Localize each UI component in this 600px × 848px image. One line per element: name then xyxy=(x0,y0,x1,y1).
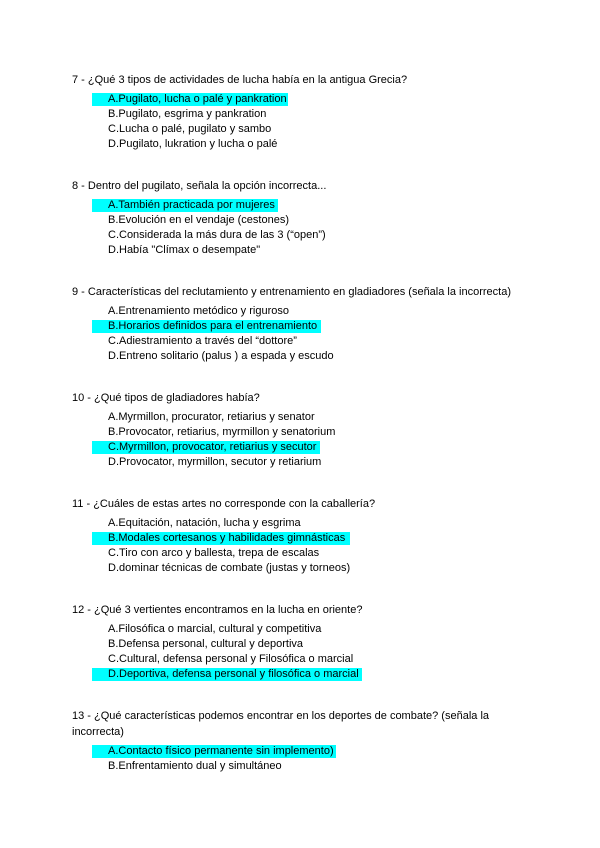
option-b: B.Horarios definidos para el entrenamiento xyxy=(72,319,542,334)
option-b: B.Defensa personal, cultural y deportiva xyxy=(108,638,304,650)
question-12 xyxy=(72,602,542,682)
option-a: A.También practicada por mujeres xyxy=(72,198,542,213)
option-c: C.Tiro con arco y ballesta, trepa de escalas xyxy=(108,547,320,559)
option-d: D.dominar técnicas de combate (justas y torneos) xyxy=(108,562,351,574)
question-7 xyxy=(72,72,542,152)
option-a: A.Equitación, natación, lucha y esgrima xyxy=(108,517,301,529)
options-list xyxy=(72,744,542,774)
options-list xyxy=(72,410,542,470)
options-list xyxy=(72,622,542,682)
option-a: A.Filosófica o marcial, cultural y competitiva xyxy=(108,623,322,635)
option-a: A.Myrmillon, procurator, retiarius y senator xyxy=(108,411,315,423)
question-title: 7 - ¿Qué 3 tipos de actividades de lucha había en la antigua Grecia? xyxy=(72,74,408,86)
option-c: C.Myrmillon, provocator, retiarius y secutor xyxy=(72,440,542,455)
options-list xyxy=(72,516,542,576)
option-b: B.Evolución en el vendaje (cestones) xyxy=(108,214,289,226)
option-b: B.Provocator, retiarius, myrmillon y senatorium xyxy=(108,426,336,438)
option-b: B.Pugilato, esgrima y pankration xyxy=(108,108,267,120)
option-b: B.Enfrentamiento dual y simultáneo xyxy=(108,760,282,772)
option-d: D.Provocator, myrmillon, secutor y retiarium xyxy=(108,456,322,468)
question-title: 8 - Dentro del pugilato, señala la opción incorrecta... xyxy=(72,180,327,192)
question-title: 9 - Características del reclutamiento y entrenamiento en gladiadores (señala la incorrecta) xyxy=(72,286,511,298)
question-9 xyxy=(72,284,542,364)
option-d: D.Deportiva, defensa personal y filosófica o marcial xyxy=(72,667,542,682)
option-a: A.Contacto físico permanente sin implemento) xyxy=(72,744,542,759)
options-list xyxy=(72,198,542,258)
option-a: A.Pugilato, lucha o palé y pankration xyxy=(72,92,542,107)
option-c: C.Adiestramiento a través del “dottore” xyxy=(108,335,297,347)
option-b: B.Modales cortesanos y habilidades gimnásticas xyxy=(72,531,542,546)
option-c: C.Lucha o palé, pugilato y sambo xyxy=(108,123,272,135)
question-title: 13 - ¿Qué características podemos encontrar en los deportes de combate? (señala la incorrecta) xyxy=(72,710,490,738)
option-d: D.Había "Clímax o desempate" xyxy=(108,244,261,256)
question-title: 11 - ¿Cuáles de estas artes no corresponde con la caballería? xyxy=(72,498,376,510)
options-list xyxy=(72,92,542,152)
question-13 xyxy=(72,708,542,774)
question-title: 10 - ¿Qué tipos de gladiadores había? xyxy=(72,392,260,404)
question-11 xyxy=(72,496,542,576)
question-8 xyxy=(72,178,542,258)
option-c: C.Considerada la más dura de las 3 (“open”) xyxy=(108,229,326,241)
question-title: 12 - ¿Qué 3 vertientes encontramos en la lucha en oriente? xyxy=(72,604,363,616)
option-c: C.Cultural, defensa personal y Filosófica o marcial xyxy=(108,653,354,665)
option-a: A.Entrenamiento metódico y riguroso xyxy=(108,305,289,317)
option-d: D.Entreno solitario (palus ) a espada y escudo xyxy=(108,350,334,362)
options-list xyxy=(72,304,542,364)
question-10 xyxy=(72,390,542,470)
option-d: D.Pugilato, lukration y lucha o palé xyxy=(108,138,278,150)
